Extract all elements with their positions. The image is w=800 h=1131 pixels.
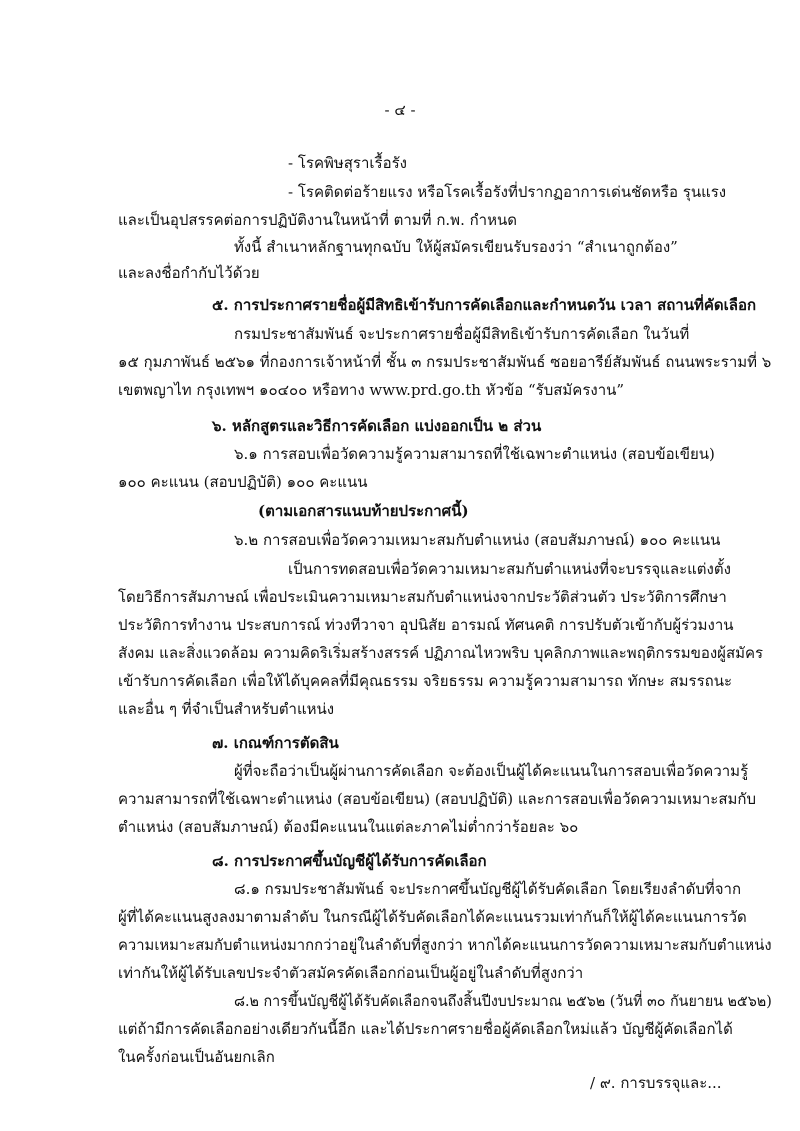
text-line: เข้ารับการคัดเลือก เพื่อให้ได้บุคคลที่มีคุณธรรม จริยธรรม ความรู้ความสามารถ ทักษะ สมรรถนะ (118, 672, 733, 690)
text-line: ความเหมาะสมกับตำแหน่งมากกว่าอยู่ในลำดับที่สูงกว่า หากได้คะแนนการวัดความเหมาะสมกับตำแหน่ง (118, 936, 772, 954)
text-line: ๖.๑ การสอบเพื่อวัดความรู้ความสามารถที่ใช้เฉพาะตำแหน่ง (สอบข้อเขียน) (234, 445, 715, 463)
text-line: ตำแหน่ง (สอบสัมภาษณ์) ต้องมีคะแนนในแต่ละภาคไม่ต่ำกว่าร้อยละ ๖๐ (118, 818, 579, 836)
text-line: ๘.๑ กรมประชาสัมพันธ์ จะประกาศขึ้นบัญชีผู้ได้รับคัดเลือก โดยเรียงลำดับที่จาก (234, 880, 742, 898)
section-heading-7: ๗. เกณฑ์การตัดสิน (212, 734, 339, 752)
text-line: เป็นการทดสอบเพื่อวัดความเหมาะสมกับตำแหน่งที่จะบรรจุและแต่งตั้ง (288, 560, 731, 578)
section-heading-5: ๕. การประกาศรายชื่อผู้มีสิทธิเข้ารับการคัดเลือกและกำหนดวัน เวลา สถานที่คัดเลือก (212, 296, 757, 314)
page-number: - ๔ - (384, 101, 416, 119)
text-line: ๑๕ กุมภาพันธ์ ๒๕๖๑ ที่กองการเจ้าหน้าที่ ชั้น ๓ กรมประชาสัมพันธ์ ซอยอารีย์สัมพันธ์ ถนนพระรามที่ ๖ (118, 353, 772, 371)
text-line: ๑๐๐ คะแนน (สอบปฏิบัติ) ๑๐๐ คะแนน (118, 473, 368, 491)
text-line: และลงชื่อกำกับไว้ด้วย (118, 264, 260, 282)
text-line: แต่ถ้ามีการคัดเลือกอย่างเดียวกันนี้อีก และได้ประกาศรายชื่อผู้คัดเลือกใหม่แล้ว บัญชีผู้คัดเลือกได้ (118, 1020, 733, 1038)
text-line: ผู้ที่ได้คะแนนสูงลงมาตามลำดับ ในกรณีผู้ได้รับคัดเลือกได้คะแนนรวมเท่ากันก็ให้ผู้ได้คะแนนการวัด (118, 908, 747, 926)
text-line: ความสามารถที่ใช้เฉพาะตำแหน่ง (สอบข้อเขียน) (สอบปฏิบัติ) และการสอบเพื่อวัดความเหมาะสมกับ (118, 790, 756, 808)
continuation-note: / ๙. การบรรจุและ... (590, 1074, 722, 1092)
section-heading-6: ๖. หลักสูตรและวิธีการคัดเลือก แบ่งออกเป็น ๒ ส่วน (212, 417, 542, 435)
text-line: โดยวิธีการสัมภาษณ์ เพื่อประเมินความเหมาะสมกับตำแหน่งจากประวัติส่วนตัว ประวัติการศึกษา (118, 588, 727, 606)
text-line: ประวัติการทำงาน ประสบการณ์ ท่วงทีวาจา อุปนิสัย อารมณ์ ทัศนคติ การปรับตัวเข้ากับผู้ร่วมงาน (118, 616, 734, 634)
text-line: ๖.๒ การสอบเพื่อวัดความเหมาะสมกับตำแหน่ง (สอบสัมภาษณ์) ๑๐๐ คะแนน (234, 531, 721, 549)
text-line: กรมประชาสัมพันธ์ จะประกาศรายชื่อผู้มีสิทธิเข้ารับการคัดเลือก ในวันที่ (234, 325, 690, 343)
section-heading-8: ๘. การประกาศขึ้นบัญชีผู้ได้รับการคัดเลือก (212, 852, 487, 870)
text-line: สังคม และสิ่งแวดล้อม ความคิดริเริ่มสร้างสรรค์ ปฏิภาณไหวพริบ บุคลิกภาพและพฤติกรรมของผู้สมัคร (118, 644, 764, 662)
text-line: - โรคพิษสุราเรื้อรัง (288, 154, 407, 172)
text-line: และอื่น ๆ ที่จำเป็นสำหรับตำแหน่ง (118, 700, 335, 718)
text-line: ทั้งนี้ สำเนาหลักฐานทุกฉบับ ให้ผู้สมัครเขียนรับรองว่า “สำเนาถูกต้อง” (234, 238, 678, 256)
text-line: และเป็นอุปสรรคต่อการปฏิบัติงานในหน้าที่ ตามที่ ก.พ. กำหนด (118, 211, 517, 229)
text-line: เท่ากันให้ผู้ได้รับเลขประจำตัวสมัครคัดเลือกก่อนเป็นผู้อยู่ในลำดับที่สูงกว่า (118, 964, 584, 982)
text-line: เขตพญาไท กรุงเทพฯ ๑๐๔๐๐ หรือทาง www.prd.go.th หัวข้อ “รับสมัครงาน” (118, 381, 625, 399)
text-line: - โรคติดต่อร้ายแรง หรือโรคเรื้อรังที่ปรากฏอาการเด่นชัดหรือ รุนแรง (288, 183, 727, 201)
text-line: ผู้ที่จะถือว่าเป็นผู้ผ่านการคัดเลือก จะต้องเป็นผู้ได้คะแนนในการสอบเพื่อวัดความรู้ (234, 762, 749, 780)
text-line: ๘.๒ การขึ้นบัญชีผู้ได้รับคัดเลือกจนถึงสิ้นปีงบประมาณ ๒๕๖๒ (วันที่ ๓๐ กันยายน ๒๕๖๒) (234, 992, 772, 1010)
attachment-note: (ตามเอกสารแนบท้ายประกาศนี้) (258, 502, 469, 520)
text-line: ในครั้งก่อนเป็นอันยกเลิก (118, 1048, 275, 1066)
